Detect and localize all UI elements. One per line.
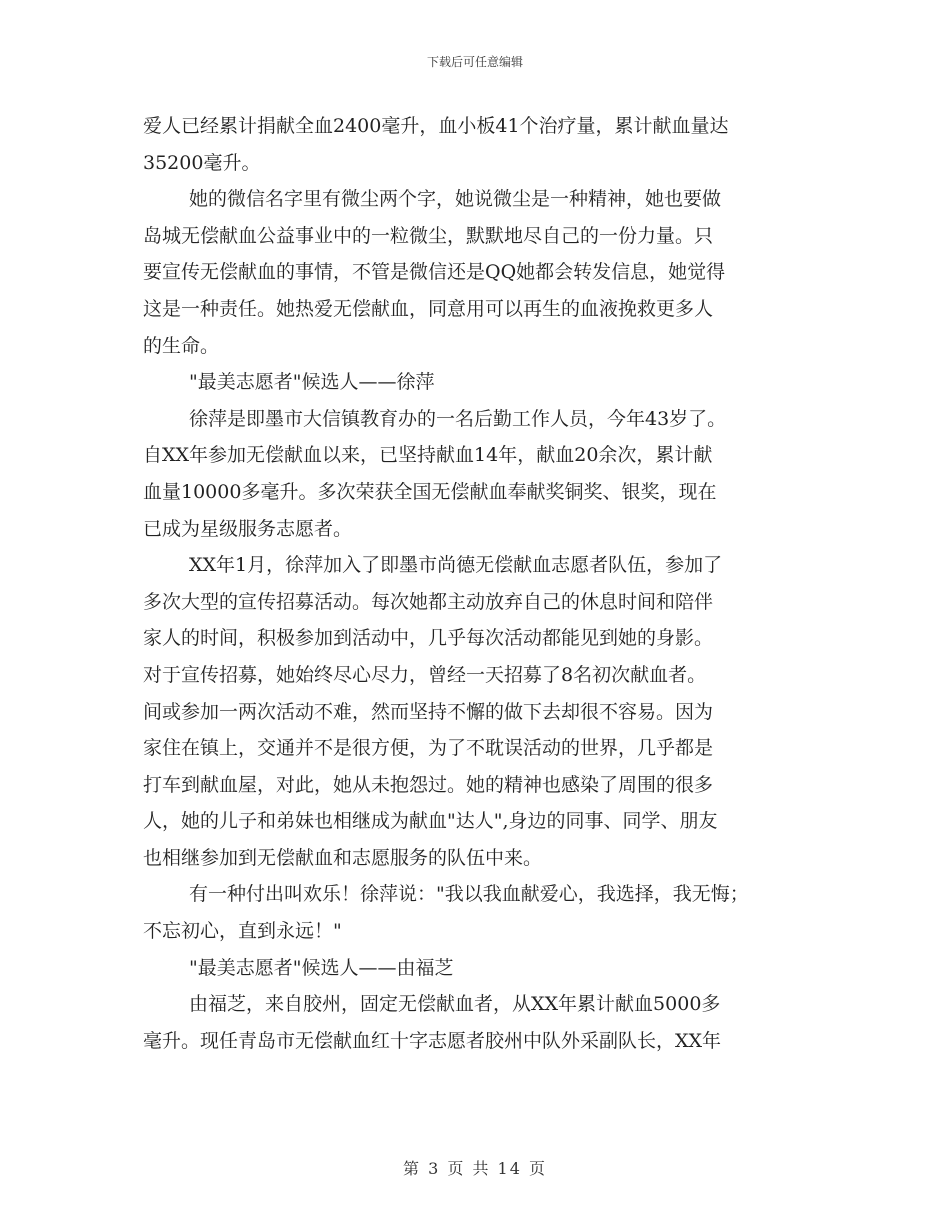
- text-line: 岛城无偿献血公益事业中的一粒微尘，默默地尽自己的一份力量。只: [143, 224, 714, 247]
- text-line: 爱人已经累计捐献全血2400毫升，血小板41个治疗量，累计献血量达: [143, 115, 729, 137]
- text-line: 打车到献血屋，对此，她从未抱怨过。她的精神也感染了周围的很多: [143, 773, 714, 796]
- text-line: 也相继参加到无偿献血和志愿服务的队伍中来。: [143, 846, 543, 869]
- text-line: 由福芝，来自胶州，固定无偿献血者，从XX年累计献血5000多: [189, 993, 721, 1016]
- text-line: 这是一种责任。她热爱无偿献血，同意用可以再生的血液挽救更多人: [143, 297, 714, 320]
- text-line: 要宣传无偿献血的事情，不管是微信还是QQ她都会转发信息，她觉得: [143, 261, 726, 284]
- text-line: 徐萍是即墨市大信镇教育办的一名后勤工作人员，今年43岁了。: [189, 407, 727, 430]
- page-footer: 第 3 页 共 14 页: [403, 1159, 547, 1178]
- document-body: [143, 108, 808, 1059]
- page-header: 下载后可任意编辑: [426, 55, 523, 69]
- text-line: "最美志愿者"候选人——由福芝: [189, 956, 454, 979]
- text-line: 多次大型的宣传招募活动。每次她都主动放弃自己的休息时间和陪伴: [143, 590, 714, 613]
- text-line: 她的微信名字里有微尘两个字，她说微尘是一种精神，她也要做: [189, 188, 722, 211]
- text-line: 有一种付出叫欢乐！徐萍说："我以我血献爱心，我选择，我无悔；: [189, 883, 749, 906]
- text-line: 自XX年参加无偿献血以来，已坚持献血14年，献血20余次，累计献: [143, 444, 713, 467]
- text-line: 35200毫升。: [143, 151, 261, 174]
- text-line: 的生命。: [143, 334, 220, 357]
- text-line: 已成为星级服务志愿者。: [143, 517, 353, 540]
- text-line: 血量10000多毫升。多次荣获全国无偿献血奉献奖铜奖、银奖，现在: [143, 480, 717, 503]
- text-line: 家人的时间，积极参加到活动中，几乎每次活动都能见到她的身影。: [143, 627, 714, 650]
- text-line: "最美志愿者"候选人——徐萍: [189, 371, 435, 394]
- text-line: 对于宣传招募，她始终尽心尽力，曾经一天招募了8名初次献血者。: [143, 663, 707, 686]
- text-line: 人，她的儿子和弟妹也相继成为献血"达人",身边的同事、同学、朋友: [143, 810, 718, 833]
- text-line: 毫升。现任青岛市无偿献血红十字志愿者胶州中队外采副队长，XX年: [143, 1029, 722, 1052]
- text-line: 不忘初心，直到永远！": [143, 920, 342, 943]
- text-line: 家住在镇上，交通并不是很方便，为了不耽误活动的世界，几乎都是: [143, 737, 714, 760]
- text-line: 间或参加一两次活动不难，然而坚持不懈的做下去却很不容易。因为: [143, 700, 714, 723]
- text-line: XX年1月，徐萍加入了即墨市尚德无偿献血志愿者队伍，参加了: [189, 554, 723, 577]
